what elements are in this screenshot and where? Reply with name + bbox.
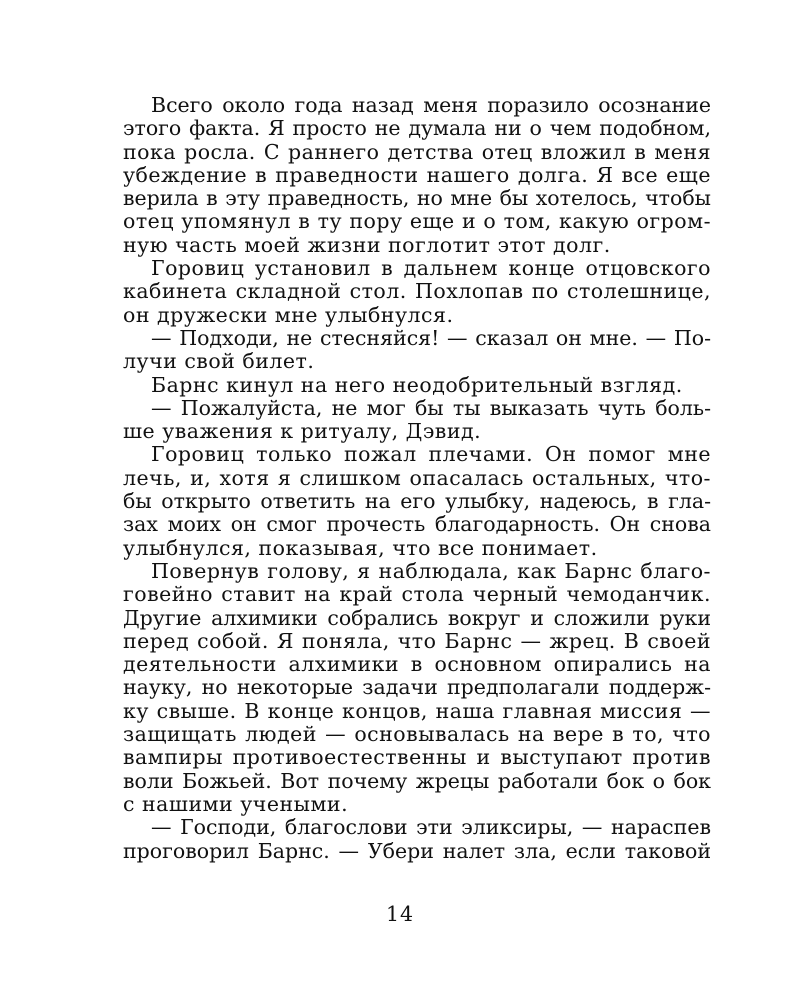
text-line: проговорил Барнс. — Убери налет зла, если таковой xyxy=(123,838,711,863)
text-line: Горовиц только пожал плечами. Он помог мне xyxy=(151,442,711,467)
text-line: деятельности алхимики в основном опирались на xyxy=(123,652,711,677)
text-line: — Подходи, не стесняйся! — сказал он мне. — По- xyxy=(151,325,711,350)
text-line: воли Божьей. Вот почему жрецы работали бок о бок xyxy=(123,768,711,793)
paragraph xyxy=(123,560,711,816)
text-line: с нашими учеными. xyxy=(123,791,349,816)
text-line: ную часть моей жизни поглотит этот долг. xyxy=(123,232,611,257)
paragraph xyxy=(123,257,711,327)
text-line: зах моих он смог прочесть благодарность. Он снова xyxy=(123,512,711,537)
text-line: Горовиц установил в дальнем конце отцовского xyxy=(151,256,711,281)
text-line: лечь, и, хотя я слишком опасалась остальных, что- xyxy=(123,465,711,490)
text-line: кабинета складной стол. Похлопав по столешнице, xyxy=(123,279,711,304)
paragraph xyxy=(123,816,711,863)
paragraph xyxy=(123,397,711,444)
text-line: вампиры противоестественны и выступают против xyxy=(123,745,711,770)
text-line: бы открыто ответить на его улыбку, надеюсь, в гла- xyxy=(123,489,711,514)
text-line: Всего около года назад меня поразило осознание xyxy=(151,93,711,117)
text-line: — Господи, благослови эти эликсиры, — нараспев xyxy=(151,815,711,840)
page-number: 14 xyxy=(385,902,415,926)
text-line: он дружески мне улыбнулся. xyxy=(123,302,454,327)
text-line: лучи свой билет. xyxy=(123,349,315,374)
text-line: пока росла. С раннего детства отец вложил в меня xyxy=(123,139,711,164)
text-line: говейно ставит на край стола черный чемоданчик. xyxy=(123,582,711,607)
text-line: Другие алхимики собрались вокруг и сложили руки xyxy=(123,605,711,630)
text-line: улыбнулся, показывая, что все понимает. xyxy=(123,535,598,560)
text-line: Барнс кинул на него неодобрительный взгляд. xyxy=(151,372,683,397)
text-line: отец упомянул в ту пору еще и о том, какую огром- xyxy=(123,209,711,234)
text-line: ше уважения к ритуалу, Дэвид. xyxy=(123,419,482,444)
text-line: верила в эту праведность, но мне бы хотелось, чтобы xyxy=(123,186,711,211)
text-line: науку, но некоторые задачи предполагали поддерж- xyxy=(123,675,711,700)
text-line: убеждение в праведности нашего долга. Я все еще xyxy=(123,162,711,187)
text-line: Повернув голову, я наблюдала, как Барнс благо- xyxy=(151,558,711,583)
text-line: этого факта. Я просто не думала ни о чем подобном, xyxy=(123,116,711,141)
paragraph xyxy=(123,374,711,397)
paragraph xyxy=(123,443,711,559)
text-line: защищать людей — основывалась на вере в то, что xyxy=(123,722,711,747)
text-line: ку свыше. В конце концов, наша главная миссия — xyxy=(123,698,711,723)
paragraph xyxy=(123,94,711,257)
text-line: — Пожалуйста, не мог бы ты выказать чуть боль- xyxy=(151,395,711,420)
paragraph xyxy=(123,327,711,374)
body-text xyxy=(123,94,711,863)
text-line: перед собой. Я поняла, что Барнс — жрец. В своей xyxy=(123,628,711,653)
